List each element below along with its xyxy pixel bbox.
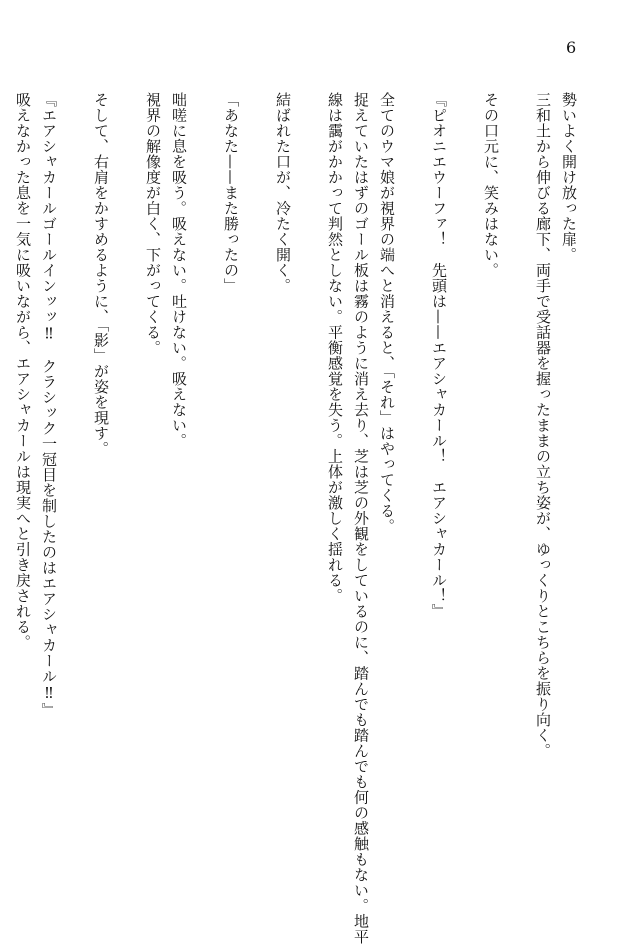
blank-line <box>400 92 426 877</box>
blank-line <box>296 92 322 877</box>
text-line: 勢いよく開け放った扉。 <box>560 92 578 263</box>
blank-line <box>114 92 140 877</box>
text-line: その口元に、笑みはない。 <box>482 92 500 278</box>
text-line: 「あなた——また勝ったの」 <box>222 92 240 294</box>
text-line: 『ピオニエウーファ！ 先頭は——エアシャカール！ エアシャカール！』 <box>430 92 448 619</box>
page-number: 6 <box>566 38 577 57</box>
text-line: 線は靄がかかって判然としない。平衡感覚を失う。上体が激しく揺れる。 <box>326 92 344 604</box>
text-line: そして、右肩をかすめるように、「影」が姿を現す。 <box>92 92 110 457</box>
blank-line <box>244 92 270 877</box>
text-line: 三和土から伸びる廊下、両手で受話器を握ったままの立ち姿が、ゆっくりとこちらを振り向く。 <box>534 92 552 759</box>
vertical-text-block <box>10 92 582 945</box>
text-line: 吸えなかった息を一気に吸いながら、エアシャカールは現実へと引き戻される。 <box>14 92 32 650</box>
blank-line <box>62 92 88 877</box>
text-line: 捉えていたはずのゴール板は霧のように消え去り、芝は芝の外観をしているのに、踏んでも踏んでも何の感触もない。地平 <box>352 92 370 945</box>
text-line: 『エアシャカールゴールインッッ‼ クラシック一冠目を制したのはエアシャカール‼』 <box>40 92 58 718</box>
blank-line <box>452 92 478 877</box>
blank-line <box>504 92 530 877</box>
blank-line <box>192 92 218 877</box>
text-line: 結ばれた口が、冷たく開く。 <box>274 92 292 294</box>
text-line: 視界の解像度が白く、下がってくる。 <box>144 92 162 356</box>
text-line: 全てのウマ娘が視界の端へと消えると、「それ」はやってくる。 <box>378 92 396 534</box>
text-line: 咄嗟に息を吸う。吸えない。吐けない。吸えない。 <box>170 92 188 449</box>
